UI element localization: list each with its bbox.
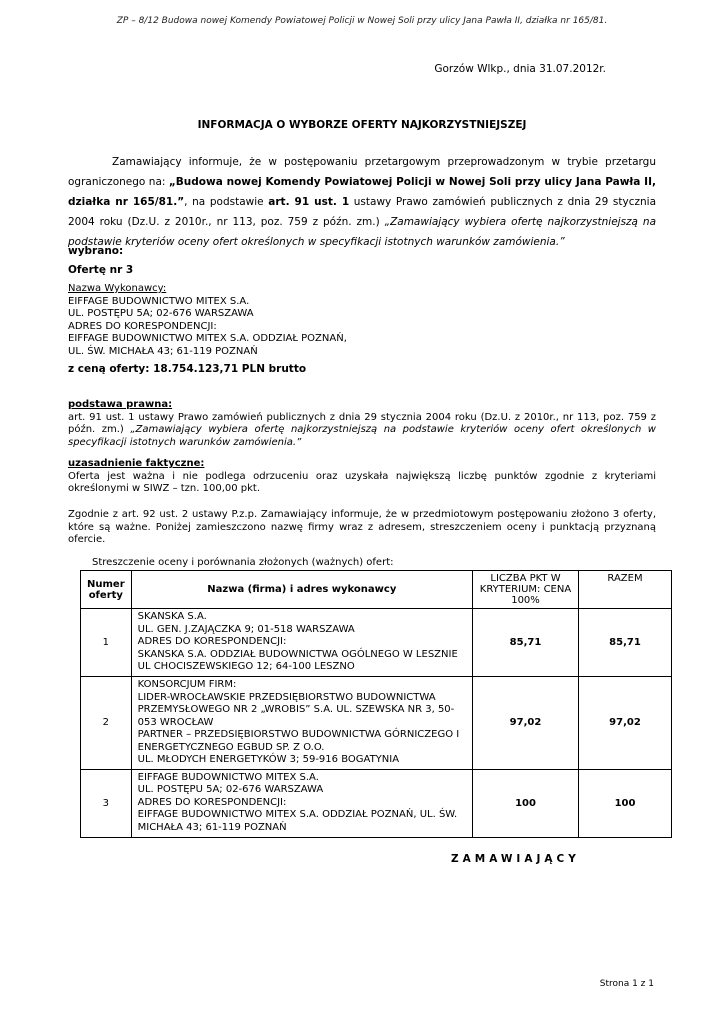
table-header-row (81, 571, 672, 609)
offer-firm: EIFFAGE BUDOWNICTWO MITEX S.A. UL. POSTĘPU 5A; 02-676 WARSZAWA ADRES DO KORESPONDENCJI: EIFFAGE BUDOWNICTWO MITEX S.A. ODDZIAŁ POZNAŃ, UL. ŚW. MICHAŁA 43; 61-119 POZNAŃ (131, 769, 472, 837)
legal-basis (68, 399, 656, 449)
contractor-label: Nazwa Wykonawcy: (68, 283, 167, 294)
table-caption: Streszczenie oceny i porównania złożonych (ważnych) ofert: (92, 557, 394, 568)
document-date: Gorzów Wlkp., dnia 31.07.2012r. (434, 63, 606, 75)
selected-offer: Ofertę nr 3 (68, 264, 134, 276)
contractor-line: ADRES DO KORESPONDENCJI: (68, 320, 217, 332)
offer-firm: SKANSKA S.A. UL. GEN. J.ZAJĄCZKA 9; 01-518 WARSZAWA ADRES DO KORESPONDENCJI: SKANSKA S.A. ODDZIAŁ BUDOWNICTWA OGÓLNEGO W LESZNIE UL CHOCISZEWSKIEGO 12; 64-100 LESZNO (131, 609, 472, 677)
intro-article: art. 91 ust. 1 (268, 196, 350, 208)
document-title: INFORMACJA O WYBORZE OFERTY NAJKORZYSTNIEJSZEJ (197, 119, 527, 131)
page-header: ZP – 8/12 Budowa nowej Komendy Powiatowej Policji w Nowej Soli przy ulicy Jana Pawła II, działka nr 165/81. (116, 16, 608, 26)
intro-quote: „Zamawiający wybiera ofertę najkorzystniejszą na podstawie kryteriów oceny ofert określonych w specyfikacji istotnych warunków zamówienia.” (68, 216, 656, 248)
offers-table (80, 570, 672, 838)
legal-label: podstawa prawna: (68, 399, 173, 410)
contractor-line: UL. ŚW. MICHAŁA 43; 61-119 POZNAŃ (68, 345, 258, 357)
contractor-line: EIFFAGE BUDOWNICTWO MITEX S.A. (68, 295, 250, 307)
factual-label: uzasadnienie faktyczne: (68, 458, 205, 469)
offer-number: 2 (81, 677, 132, 770)
offer-number: 3 (81, 769, 132, 837)
col-header-total: RAZEM (579, 571, 672, 609)
signature: ZAMAWIAJĄCY (451, 853, 580, 865)
offer-number: 1 (81, 609, 132, 677)
offer-price: z ceną oferty: 18.754.123,71 PLN brutto (68, 363, 307, 375)
factual-text: Oferta jest ważna i nie podlega odrzuceniu oraz uzyskała największą liczbę punktów zgodnie z kryteriami określonymi w SIWZ – tzn. 100,00 pkt. (68, 470, 656, 494)
intro-contract-name: „Budowa nowej Komendy Powiatowej Policji w Nowej Soli przy ulicy Jana Pawła II, działka nr 165/81.” (68, 176, 656, 208)
offer-total: 100 (579, 769, 672, 837)
legal-text: art. 91 ust. 1 ustawy Prawo zamówień publicznych z dnia 29 stycznia 2004 roku (Dz.U. z 2010r., nr 113, poz. 759 z późn. zm.) (68, 411, 656, 435)
factual-justification (68, 458, 656, 496)
offer-firm: KONSORCJUM FIRM: LIDER-WROCŁAWSKIE PRZEDSIĘBIORSTWO BUDOWNICTWA PRZEMYSŁOWEGO NR 2 „WROBIS” S.A. UL. SZEWSKA NR 3, 50-053 WROCŁAW PARTNER – PRZEDSIĘBIORSTWO BUDOWNICTWA GÓRNICZEGO I ENERGETYCZNEGO EGBUD SP. Z O.O. UL. MŁODYCH ENERGETYKÓW 3; 59-916 BOGATYNIA (131, 677, 472, 770)
table-row (81, 677, 672, 770)
offer-score: 100 (473, 769, 579, 837)
intro-text-3: , na podstawie (184, 196, 269, 208)
table-row (81, 609, 672, 677)
selected-label: wybrano: (68, 245, 124, 257)
legal-quote: „Zamawiający wybiera ofertę najkorzystniejszą na podstawie kryteriów oceny ofert określonych w specyfikacji istotnych warunków zamówienia.” (68, 424, 656, 448)
offer-score: 97,02 (473, 677, 579, 770)
intro-text-1: Zamawiający informuje, że w postępowaniu przetargowym przeprowadzonym w trybie przetargu ograniczonego na: (68, 156, 656, 188)
intro-text-5: ustawy Prawo zamówień publicznych z dnia 29 stycznia 2004 roku (Dz.U. z 2010r., nr 113, poz. 759 z późn. zm.) (68, 196, 657, 228)
offer-total: 97,02 (579, 677, 672, 770)
contractor-line: EIFFAGE BUDOWNICTWO MITEX S.A. ODDZIAŁ POZNAŃ, (68, 333, 347, 344)
col-header-name: Nazwa (firma) i adres wykonawcy (131, 571, 472, 609)
page-number: Strona 1 z 1 (599, 979, 654, 989)
offer-score: 85,71 (473, 609, 579, 677)
intro-paragraph (68, 152, 656, 252)
offer-total: 85,71 (579, 609, 672, 677)
col-header-score: LICZBA PKT W KRYTERIUM: CENA 100% (473, 571, 579, 609)
contractor-line: UL. POSTĘPU 5A; 02-676 WARSZAWA (68, 308, 254, 319)
contractor-block (68, 283, 656, 358)
table-row (81, 769, 672, 837)
art92-paragraph: Zgodnie z art. 92 ust. 2 ustawy P.z.p. Zamawiający informuje, że w przedmiotowym postępowaniu złożono 3 oferty, które są ważne. Poniżej zamieszczono nazwę firmy wraz z adresem, streszczeniem oceny i punktacją przyznaną ofercie. (68, 509, 656, 545)
col-header-number: Numer oferty (81, 571, 132, 609)
